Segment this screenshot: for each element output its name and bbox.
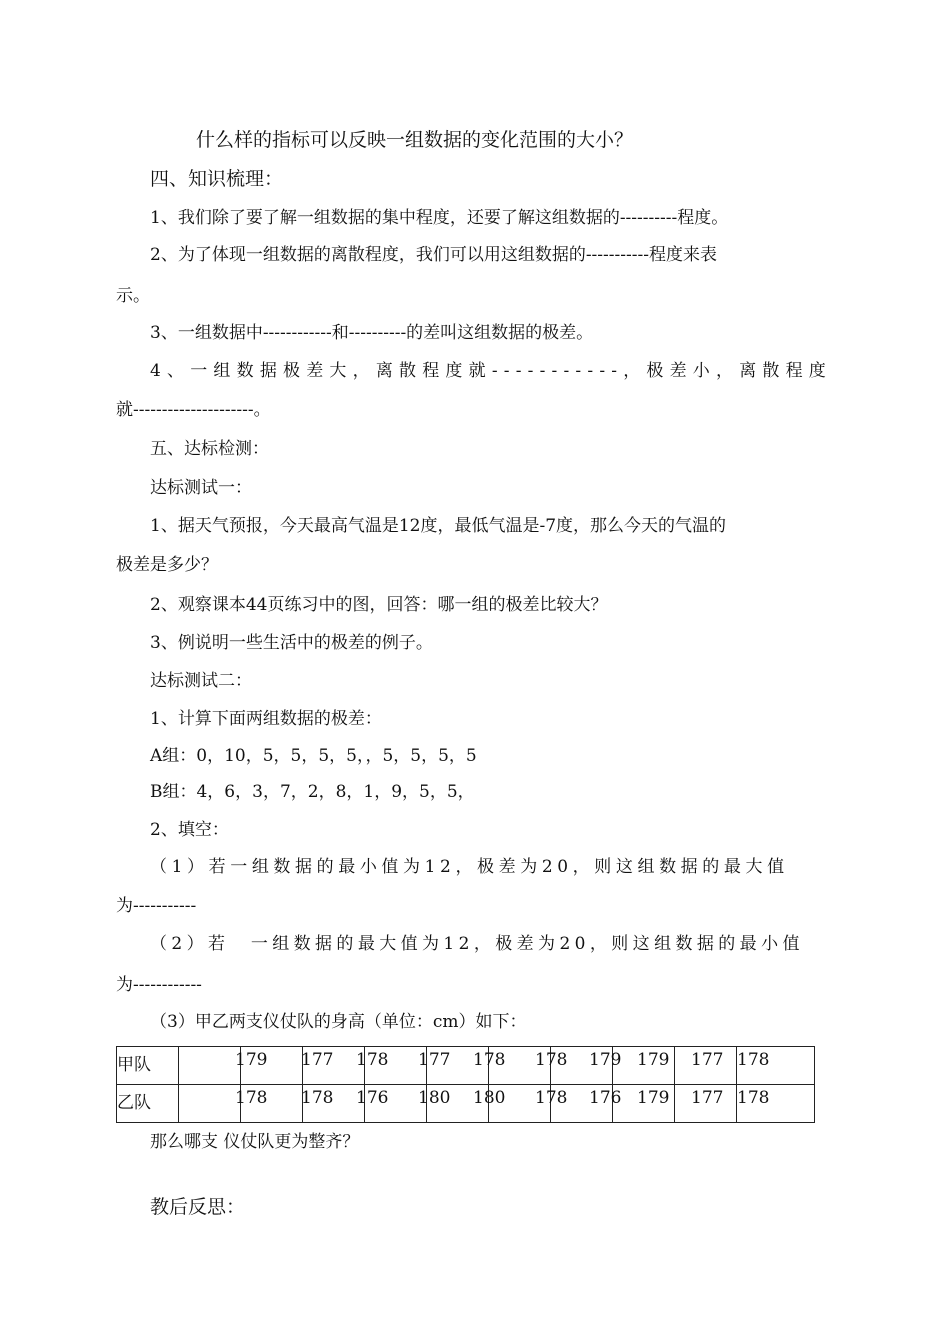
closing-question: 那么哪支 仪仗队更为整齐？ bbox=[150, 1132, 360, 1152]
section5-title: 五、达标检测： bbox=[150, 439, 269, 459]
intro-question: 什么样的指标可以反映一组数据的变化范围的大小？ bbox=[196, 129, 634, 151]
section4-item1: 1、我们除了要了解一组数据的集中程度，还要了解这组数据的----------程度。 bbox=[150, 208, 729, 228]
test1-title: 达标测试一： bbox=[150, 478, 252, 498]
test1-question3: 3、例说明一些生活中的极差的例子。 bbox=[150, 633, 433, 653]
team-a-value: 178 bbox=[356, 1050, 389, 1070]
team-b-cell bbox=[613, 1085, 675, 1123]
fill3-question: （3）甲乙两支仪仗队的身高（单位：cm）如下： bbox=[150, 1012, 527, 1032]
section4-item4-line1: 4、一组数据极差大，离散程度就-----------，极差小，离散程度 bbox=[150, 361, 833, 381]
team-a-value: 179 bbox=[235, 1050, 268, 1070]
section4-item3: 3、一组数据中------------和----------的差叫这组数据的极差。 bbox=[150, 323, 594, 343]
team-a-value: 177 bbox=[418, 1050, 451, 1070]
test2-question2: 2、填空： bbox=[150, 820, 229, 840]
team-b-value: 178 bbox=[535, 1088, 568, 1108]
team-b-value: 178 bbox=[235, 1088, 268, 1108]
team-a-label-cell bbox=[117, 1047, 179, 1085]
team-a-value: 178 bbox=[737, 1050, 770, 1070]
team-a-cell bbox=[737, 1047, 815, 1085]
section4-item2-line1: 2、为了体现一组数据的离散程度，我们可以用这组数据的-----------程度来表 bbox=[150, 245, 718, 265]
fill1-line1: （1）若一组数据的最小值为12，极差为20，则这组数据的最大值 bbox=[150, 857, 789, 877]
team-b-cell bbox=[737, 1085, 815, 1123]
team-b-value: 178 bbox=[737, 1088, 770, 1108]
test2-title: 达标测试二： bbox=[150, 671, 252, 691]
group-b-data: B组：4，6，3，7，2，8，1，9，5，5， bbox=[150, 782, 475, 802]
test1-question2: 2、观察课本44页练习中的图，回答：哪一组的极差比较大？ bbox=[150, 595, 608, 615]
group-a-data: A组：0，10，5，5，5，5，，5，5，5，5 bbox=[150, 746, 477, 766]
team-b-value: 177 bbox=[691, 1088, 724, 1108]
section4-item2-line2: 示。 bbox=[116, 286, 150, 306]
team-b-value: 180 bbox=[473, 1088, 506, 1108]
team-a-value: 178 bbox=[473, 1050, 506, 1070]
team-b-cell bbox=[675, 1085, 737, 1123]
team-a-value: 179 bbox=[589, 1050, 622, 1070]
team-a-row bbox=[117, 1047, 815, 1085]
team-b-label-cell bbox=[117, 1085, 179, 1123]
team-b-value: 176 bbox=[589, 1088, 622, 1108]
team-a-cell bbox=[179, 1047, 268, 1085]
team-a-value: 177 bbox=[301, 1050, 334, 1070]
team-b-value: 179 bbox=[637, 1088, 670, 1108]
fill2-line1: （2）若 一组数据的最大值为12，极差为20，则这组数据的最小值 bbox=[150, 934, 804, 954]
test1-question1-line2: 极差是多少？ bbox=[116, 555, 218, 575]
team-a-value: 179 bbox=[637, 1050, 670, 1070]
team-a-cell bbox=[675, 1047, 737, 1085]
section4-item4-line2: 就---------------------。 bbox=[116, 400, 271, 420]
heights-table bbox=[116, 1046, 815, 1123]
team-b-cell bbox=[179, 1085, 268, 1123]
fill2-line2: 为------------ bbox=[116, 975, 202, 995]
test1-question1-line1: 1、据天气预报，今天最高气温是12度，最低气温是-7度，那么今天的气温的 bbox=[150, 516, 727, 536]
team-b-value: 180 bbox=[418, 1088, 451, 1108]
team-a-cell bbox=[613, 1047, 675, 1085]
fill1-line2: 为----------- bbox=[116, 896, 197, 916]
team-a-value: 178 bbox=[535, 1050, 568, 1070]
team-b-row bbox=[117, 1085, 815, 1123]
team-b-value: 178 bbox=[301, 1088, 334, 1108]
test2-question1: 1、计算下面两组数据的极差： bbox=[150, 709, 382, 729]
team-b-label: 乙队 bbox=[117, 1093, 151, 1113]
team-a-value: 177 bbox=[691, 1050, 724, 1070]
team-b-value: 176 bbox=[356, 1088, 389, 1108]
team-a-label: 甲队 bbox=[117, 1055, 151, 1075]
section4-title: 四、知识梳理： bbox=[150, 168, 284, 190]
reflection-title: 教后反思： bbox=[150, 1196, 246, 1218]
